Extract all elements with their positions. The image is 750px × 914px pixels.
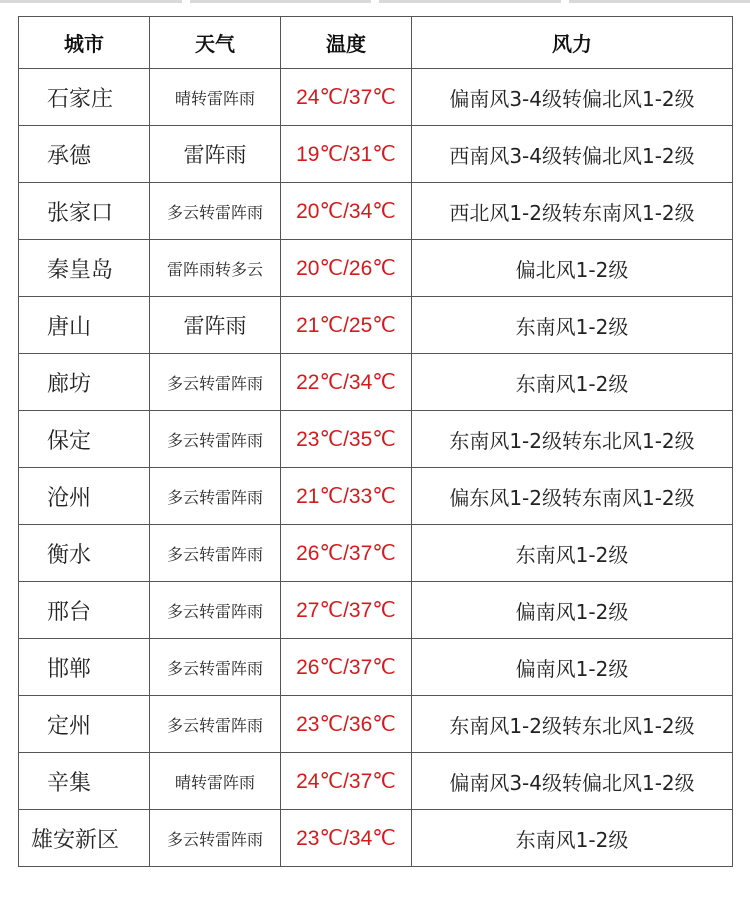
city-cell: 沧州 (19, 468, 150, 525)
divider-segment (190, 0, 372, 3)
weather-text: 雷阵雨 (183, 143, 247, 167)
table-row (19, 240, 733, 297)
weather-cell (150, 240, 281, 297)
header-temperature: 温度 (281, 17, 412, 69)
temperature-cell: 23℃/36℃ (281, 696, 412, 753)
wind-cell: 偏南风3-4级转偏北风1-2级 (412, 753, 733, 810)
weather-text: 晴转雷阵雨 (174, 772, 255, 792)
header-wind: 风力 (412, 17, 733, 69)
table-row (19, 468, 733, 525)
weather-text: 多云转雷阵雨 (166, 715, 263, 735)
table-row (19, 525, 733, 582)
weather-cell (150, 297, 281, 354)
table-row (19, 297, 733, 354)
wind-cell: 西北风1-2级转东南风1-2级 (412, 183, 733, 240)
weather-text: 多云转雷阵雨 (166, 601, 263, 621)
weather-cell (150, 183, 281, 240)
header-row (19, 17, 733, 69)
city-cell: 邯郸 (19, 639, 150, 696)
weather-text: 多云转雷阵雨 (166, 829, 263, 849)
city-cell: 辛集 (19, 753, 150, 810)
table-row (19, 354, 733, 411)
weather-cell (150, 354, 281, 411)
weather-table (18, 16, 733, 867)
wind-cell: 东南风1-2级 (412, 354, 733, 411)
weather-cell (150, 126, 281, 183)
weather-cell (150, 810, 281, 867)
city-cell: 衡水 (19, 525, 150, 582)
weather-cell (150, 69, 281, 126)
wind-cell: 东南风1-2级 (412, 525, 733, 582)
city-cell: 邢台 (19, 582, 150, 639)
city-cell: 承德 (19, 126, 150, 183)
weather-text: 多云转雷阵雨 (166, 430, 263, 450)
weather-cell (150, 468, 281, 525)
weather-text: 多云转雷阵雨 (166, 202, 263, 222)
divider-segment (0, 0, 182, 3)
weather-text: 雷阵雨转多云 (166, 259, 263, 279)
city-cell: 雄安新区 (19, 810, 150, 867)
wind-cell: 西南风3-4级转偏北风1-2级 (412, 126, 733, 183)
table-row (19, 696, 733, 753)
city-cell: 廊坊 (19, 354, 150, 411)
temperature-cell: 26℃/37℃ (281, 639, 412, 696)
weather-cell (150, 696, 281, 753)
weather-cell (150, 411, 281, 468)
divider-segment (379, 0, 561, 3)
table-row (19, 126, 733, 183)
temperature-cell: 22℃/34℃ (281, 354, 412, 411)
header-city: 城市 (19, 17, 150, 69)
weather-text: 雷阵雨 (183, 314, 247, 338)
city-cell: 定州 (19, 696, 150, 753)
temperature-cell: 24℃/37℃ (281, 753, 412, 810)
table-row (19, 69, 733, 126)
wind-cell: 偏北风1-2级 (412, 240, 733, 297)
divider-segment (569, 0, 750, 3)
wind-cell: 东南风1-2级转东北风1-2级 (412, 411, 733, 468)
city-cell: 石家庄 (19, 69, 150, 126)
top-divider-strip (0, 0, 750, 4)
temperature-cell: 20℃/26℃ (281, 240, 412, 297)
wind-cell: 偏南风1-2级 (412, 582, 733, 639)
header-weather: 天气 (150, 17, 281, 69)
temperature-cell: 23℃/34℃ (281, 810, 412, 867)
table-row (19, 582, 733, 639)
weather-text: 多云转雷阵雨 (166, 658, 263, 678)
weather-text: 多云转雷阵雨 (166, 487, 263, 507)
temperature-cell: 20℃/34℃ (281, 183, 412, 240)
temperature-cell: 23℃/35℃ (281, 411, 412, 468)
weather-text: 多云转雷阵雨 (166, 373, 263, 393)
temperature-cell: 24℃/37℃ (281, 69, 412, 126)
table-row (19, 753, 733, 810)
temperature-cell: 27℃/37℃ (281, 582, 412, 639)
wind-cell: 偏南风3-4级转偏北风1-2级 (412, 69, 733, 126)
weather-cell (150, 525, 281, 582)
table-body (19, 69, 733, 867)
wind-cell: 东南风1-2级转东北风1-2级 (412, 696, 733, 753)
temperature-cell: 26℃/37℃ (281, 525, 412, 582)
weather-cell (150, 582, 281, 639)
wind-cell: 偏东风1-2级转东南风1-2级 (412, 468, 733, 525)
temperature-cell: 21℃/33℃ (281, 468, 412, 525)
weather-cell (150, 753, 281, 810)
wind-cell: 偏南风1-2级 (412, 639, 733, 696)
table-row (19, 411, 733, 468)
wind-cell: 东南风1-2级 (412, 810, 733, 867)
city-cell: 秦皇岛 (19, 240, 150, 297)
weather-cell (150, 639, 281, 696)
table-row (19, 810, 733, 867)
city-cell: 张家口 (19, 183, 150, 240)
weather-text: 多云转雷阵雨 (166, 544, 263, 564)
temperature-cell: 21℃/25℃ (281, 297, 412, 354)
temperature-cell: 19℃/31℃ (281, 126, 412, 183)
city-cell: 唐山 (19, 297, 150, 354)
table-row (19, 639, 733, 696)
wind-cell: 东南风1-2级 (412, 297, 733, 354)
city-cell: 保定 (19, 411, 150, 468)
table-row (19, 183, 733, 240)
weather-text: 晴转雷阵雨 (174, 88, 255, 108)
